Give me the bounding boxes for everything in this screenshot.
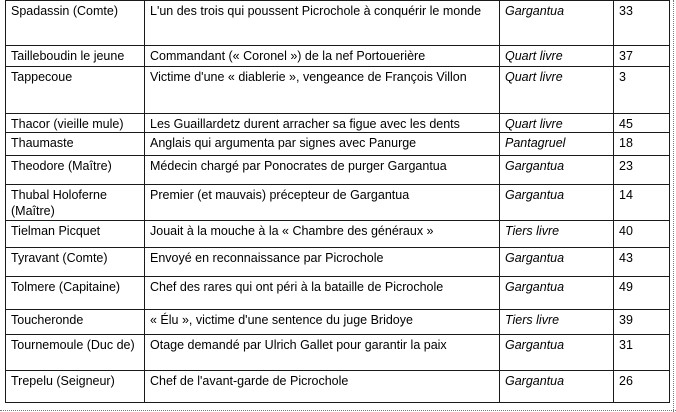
cell-description: Chef des rares qui ont péri à la bataille de Picrochole	[145, 277, 500, 310]
table-row	[6, 156, 670, 185]
cell-chapter: 26	[614, 371, 670, 403]
cell-name: Tolmere (Capitaine)	[6, 277, 145, 310]
cell-description: Jouait à la mouche à la « Chambre des généraux »	[145, 221, 500, 248]
cell-work: Gargantua	[500, 185, 614, 221]
page-bottom-divider	[0, 410, 676, 411]
characters-table	[5, 0, 670, 403]
cell-name: Thubal Holoferne (Maître)	[6, 185, 145, 221]
cell-work: Quart livre	[500, 67, 614, 114]
cell-name: Tailleboudin le jeune	[6, 46, 145, 67]
cell-description: Commandant (« Coronel ») de la nef Portouerière	[145, 46, 500, 67]
cell-chapter: 31	[614, 335, 670, 371]
cell-name: Tyravant (Comte)	[6, 248, 145, 277]
table-row	[6, 67, 670, 114]
cell-chapter: 40	[614, 221, 670, 248]
table-row	[6, 114, 670, 133]
cell-work: Gargantua	[500, 335, 614, 371]
table-row	[6, 1, 670, 46]
cell-name: Trepelu (Seigneur)	[6, 371, 145, 403]
table-row	[6, 133, 670, 156]
cell-chapter: 23	[614, 156, 670, 185]
cell-chapter: 18	[614, 133, 670, 156]
cell-chapter: 45	[614, 114, 670, 133]
cell-name: Spadassin (Comte)	[6, 1, 145, 46]
page-edge-divider	[673, 0, 674, 412]
cell-work: Gargantua	[500, 248, 614, 277]
table-row	[6, 277, 670, 310]
cell-name: Thaumaste	[6, 133, 145, 156]
table-row	[6, 371, 670, 403]
cell-description: Chef de l'avant-garde de Picrochole	[145, 371, 500, 403]
cell-name: Toucheronde	[6, 310, 145, 335]
cell-chapter: 49	[614, 277, 670, 310]
cell-work: Quart livre	[500, 46, 614, 67]
cell-description: L'un des trois qui poussent Picrochole à conquérir le monde	[145, 1, 500, 46]
cell-work: Tiers livre	[500, 221, 614, 248]
cell-name: Tournemoule (Duc de)	[6, 335, 145, 371]
cell-chapter: 43	[614, 248, 670, 277]
table-row	[6, 185, 670, 221]
table-row	[6, 221, 670, 248]
cell-chapter: 14	[614, 185, 670, 221]
cell-chapter: 3	[614, 67, 670, 114]
table-row	[6, 310, 670, 335]
cell-work: Pantagruel	[500, 133, 614, 156]
cell-description: Otage demandé par Ulrich Gallet pour garantir la paix	[145, 335, 500, 371]
cell-work: Tiers livre	[500, 310, 614, 335]
table-body	[6, 1, 670, 403]
cell-name: Thacor (vieille mule)	[6, 114, 145, 133]
cell-description: Premier (et mauvais) précepteur de Gargantua	[145, 185, 500, 221]
cell-chapter: 37	[614, 46, 670, 67]
cell-description: Victime d'une « diablerie », vengeance de François Villon	[145, 67, 500, 114]
cell-description: Les Guaillardetz durent arracher sa figue avec les dents	[145, 114, 500, 133]
cell-work: Gargantua	[500, 277, 614, 310]
cell-description: « Élu », victime d'une sentence du juge Bridoye	[145, 310, 500, 335]
cell-work: Gargantua	[500, 1, 614, 46]
cell-work: Quart livre	[500, 114, 614, 133]
table-row	[6, 248, 670, 277]
cell-chapter: 39	[614, 310, 670, 335]
cell-description: Envoyé en reconnaissance par Picrochole	[145, 248, 500, 277]
cell-description: Médecin chargé par Ponocrates de purger Gargantua	[145, 156, 500, 185]
cell-description: Anglais qui argumenta par signes avec Panurge	[145, 133, 500, 156]
cell-work: Gargantua	[500, 156, 614, 185]
table-row	[6, 335, 670, 371]
cell-chapter: 33	[614, 1, 670, 46]
cell-name: Tappecoue	[6, 67, 145, 114]
cell-name: Tielman Picquet	[6, 221, 145, 248]
cell-name: Theodore (Maître)	[6, 156, 145, 185]
cell-work: Gargantua	[500, 371, 614, 403]
table-row	[6, 46, 670, 67]
